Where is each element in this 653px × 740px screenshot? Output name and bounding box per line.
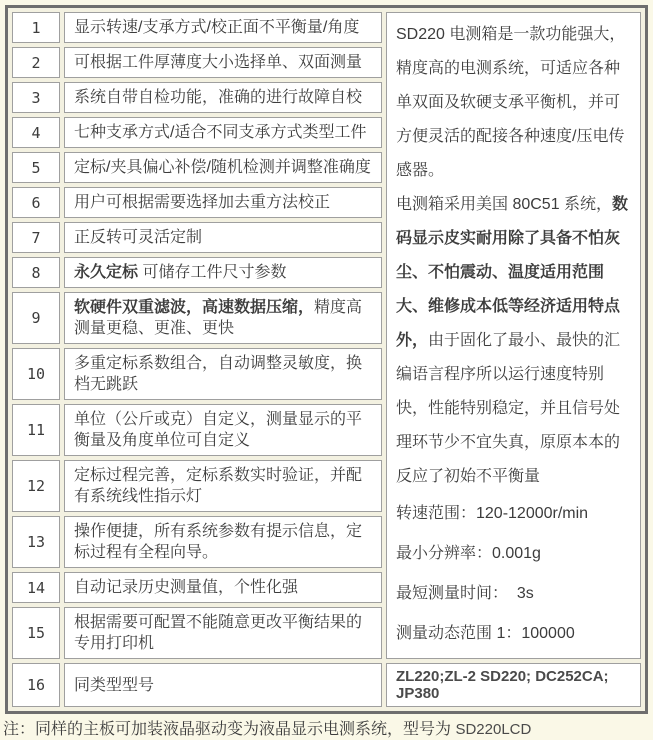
feature-text: 显示转速/支承方式/校正面不平衡量/角度 xyxy=(74,19,360,36)
row-number: 10 xyxy=(12,348,60,400)
feature-text: 同类型型号 xyxy=(74,676,155,694)
table-row xyxy=(12,12,641,43)
feature-bold-text: 软硬件双重滤波，高速数据压缩， xyxy=(74,299,315,316)
feature-description xyxy=(64,257,382,288)
feature-text: 可根据工件厚薄度大小选择单、双面测量 xyxy=(74,54,363,71)
feature-text: 单位（公斤或克）自定义，测量显示的平衡量及角度单位可自定义 xyxy=(74,411,363,449)
spec-line: 最短测量时间： 3s xyxy=(396,584,534,602)
row-number: 7 xyxy=(12,222,60,253)
feature-description xyxy=(64,404,382,456)
spec-table xyxy=(5,5,648,714)
detail-text-tail: 由于固化了最小、最快的汇编语言程序所以运行速度特别快，性能特别稳定，并且信号处理环节少不宜失真，原原本本的反应了初始不平衡量 xyxy=(396,331,621,485)
feature-description xyxy=(64,607,382,659)
feature-text: 精度高测量更稳、更准、更快 xyxy=(74,299,363,337)
footnote-model-code: SD220LCD xyxy=(455,721,532,738)
feature-description xyxy=(64,222,382,253)
row-number: 11 xyxy=(12,404,60,456)
feature-description xyxy=(64,152,382,183)
table-row xyxy=(12,663,641,707)
row-number: 6 xyxy=(12,187,60,218)
feature-text: 操作便捷，所有系统参数有提示信息，定标过程有全程向导。 xyxy=(74,523,363,561)
row-number: 4 xyxy=(12,117,60,148)
row-number: 14 xyxy=(12,572,60,603)
feature-description xyxy=(64,47,382,78)
spec-line: 转速范围：120-12000r/min xyxy=(396,504,589,522)
feature-text: 七种支承方式/适合不同支承方式类型工件 xyxy=(74,124,367,141)
spec-line: 测量动态范围 1：100000 xyxy=(396,624,575,642)
feature-description xyxy=(64,663,382,707)
detail-text-bold: 数码显示皮实耐用除了具备不怕灰尘、不怕震动、温度适用范围大、维修成本低等经济适用特点外， xyxy=(396,195,629,349)
feature-description xyxy=(64,572,382,603)
feature-description xyxy=(64,12,382,43)
feature-description xyxy=(64,117,382,148)
feature-description xyxy=(64,348,382,400)
feature-text: 用户可根据需要选择加去重方法校正 xyxy=(74,194,331,211)
row-number: 12 xyxy=(12,460,60,512)
feature-description xyxy=(64,187,382,218)
row-number: 8 xyxy=(12,257,60,288)
product-detail-paragraph xyxy=(396,188,631,494)
feature-text: 定标/夹具偏心补偿/随机检测并调整准确度 xyxy=(74,159,371,176)
row-number: 2 xyxy=(12,47,60,78)
feature-description xyxy=(64,516,382,568)
feature-description xyxy=(64,82,382,113)
spec-line: 最小分辨率：0.001g xyxy=(396,544,541,562)
feature-text: 系统自带自检功能，准确的进行故障自校 xyxy=(74,89,363,106)
row-number: 3 xyxy=(12,82,60,113)
row-number: 1 xyxy=(12,12,60,43)
product-description-panel xyxy=(386,12,641,659)
feature-text: 多重定标系数组合，自动调整灵敏度，换档无跳跃 xyxy=(74,355,363,393)
feature-bold-text: 永久定标 xyxy=(74,264,139,281)
product-intro-paragraph xyxy=(396,18,631,188)
intro-text: SD220 电测箱是一款功能强大，精度高的电测系统，可适应各种单双面及软硬支承平衡机，并可方便灵活的配接各种速度/压电传感器。 xyxy=(396,25,626,179)
detail-text-lead: 电测箱采用美国 80C51 系统， xyxy=(396,195,613,213)
feature-text: 根据需要可配置不能随意更改平衡结果的专用打印机 xyxy=(74,614,363,652)
feature-text: 正反转可灵活定制 xyxy=(74,229,203,246)
row-number: 13 xyxy=(12,516,60,568)
footnote xyxy=(3,720,653,740)
feature-text: 定标过程完善，定标系数实时验证，并配有系统线性指示灯 xyxy=(74,467,363,505)
feature-description xyxy=(64,292,382,344)
similar-models-cell: ZL220;ZL-2 SD220; DC252CA; JP380 xyxy=(386,663,641,707)
feature-description xyxy=(64,460,382,512)
spec-lines xyxy=(396,494,631,654)
spec-table-body xyxy=(12,12,641,707)
row-number: 9 xyxy=(12,292,60,344)
footnote-text: 注：同样的主板可加装液晶驱动变为液晶显示电测系统，型号为 xyxy=(3,721,456,738)
row-number: 16 xyxy=(12,663,60,707)
row-number: 15 xyxy=(12,607,60,659)
feature-text: 可储存工件尺寸参数 xyxy=(138,264,287,281)
row-number: 5 xyxy=(12,152,60,183)
feature-text: 自动记录历史测量值，个性化强 xyxy=(74,579,299,596)
